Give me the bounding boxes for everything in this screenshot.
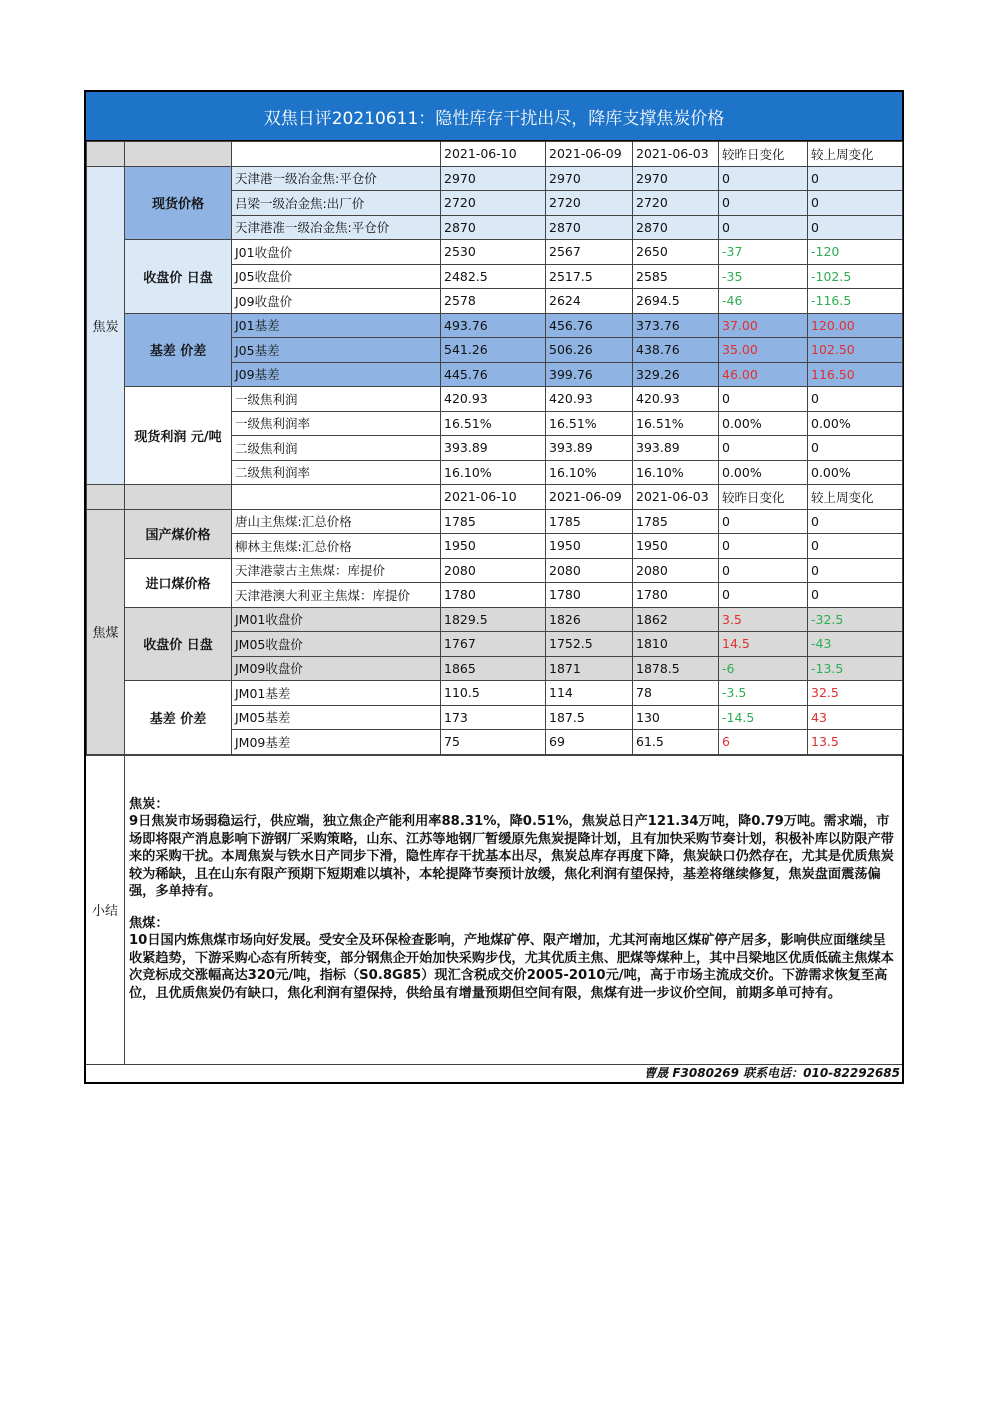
row-label: J05基差 (232, 338, 441, 363)
week-change-cell: 0.00% (808, 460, 903, 485)
group-label: 基差 价差 (125, 681, 232, 755)
value-cell: 16.51% (633, 411, 719, 436)
value-cell: 130 (633, 705, 719, 730)
value-cell: 1826 (546, 607, 633, 632)
row-label: J05收盘价 (232, 264, 441, 289)
value-cell: 2694.5 (633, 289, 719, 314)
report-title: 双焦日评20210611：隐性库存干扰出尽，降库支撑焦炭价格 (86, 92, 902, 141)
summary-section (86, 755, 902, 1064)
table-row (87, 681, 903, 706)
report-sheet (84, 90, 904, 1084)
value-cell: 373.76 (633, 313, 719, 338)
value-cell: 1767 (441, 632, 546, 657)
row-label: JM01基差 (232, 681, 441, 706)
coal-summary-heading: 焦煤： (129, 915, 169, 931)
row-label: JM05基差 (232, 705, 441, 730)
row-label: J01收盘价 (232, 240, 441, 265)
value-cell: 1752.5 (546, 632, 633, 657)
row-label: J01基差 (232, 313, 441, 338)
value-cell: 1810 (633, 632, 719, 657)
column-header: 较上周变化 (808, 142, 903, 167)
header-blank (125, 485, 232, 510)
week-change-cell: -120 (808, 240, 903, 265)
row-label: JM05收盘价 (232, 632, 441, 657)
day-change-cell: -37 (719, 240, 808, 265)
row-label: J09收盘价 (232, 289, 441, 314)
day-change-cell: 6 (719, 730, 808, 755)
week-change-cell: 0 (808, 583, 903, 608)
value-cell: 2720 (633, 191, 719, 216)
day-change-cell: -3.5 (719, 681, 808, 706)
day-change-cell: -6 (719, 656, 808, 681)
coke-summary-text: 9日焦炭市场弱稳运行，供应端，独立焦企产能利用率88.31%，降0.51%，焦炭总日产121.34万吨，降0.79万吨。需求端，市场即将限产消息影响下游钢厂采购策略，山东、江苏等地钢厂暂缓原先焦炭提降计划，且有加快采购节奏计划，积极补库以防限产带来的采购干扰。本周焦炭与铁水日产同步下滑，隐性库存干扰基本出尽，焦炭总库存再度下降，焦炭缺口仍然存在，尤其是优质焦炭较为稀缺，且在山东有限产预期下短期难以填补，本轮提降节奏预计放缓，焦化利润有望保持，基差将继续修复，焦炭盘面震荡偏强，多单持有。 (129, 814, 894, 899)
day-change-cell: 0 (719, 534, 808, 559)
row-label: JM01收盘价 (232, 607, 441, 632)
table-row (87, 607, 903, 632)
column-header: 2021-06-10 (441, 485, 546, 510)
value-cell: 173 (441, 705, 546, 730)
group-label: 基差 价差 (125, 313, 232, 387)
week-change-cell: 0 (808, 534, 903, 559)
week-change-cell: 120.00 (808, 313, 903, 338)
group-label: 现货利润 元/吨 (125, 387, 232, 485)
column-header: 较上周变化 (808, 485, 903, 510)
value-cell: 2870 (546, 215, 633, 240)
value-cell: 16.10% (546, 460, 633, 485)
group-label: 国产煤价格 (125, 509, 232, 558)
summary-body (125, 756, 902, 1064)
week-change-cell: 116.50 (808, 362, 903, 387)
table-row (87, 166, 903, 191)
table-body (87, 142, 903, 755)
group-label: 收盘价 日盘 (125, 607, 232, 681)
week-change-cell: 0 (808, 166, 903, 191)
week-change-cell: -13.5 (808, 656, 903, 681)
value-cell: 110.5 (441, 681, 546, 706)
value-cell: 2567 (546, 240, 633, 265)
value-cell: 187.5 (546, 705, 633, 730)
table-row (87, 558, 903, 583)
value-cell: 1785 (546, 509, 633, 534)
value-cell: 1780 (546, 583, 633, 608)
value-cell: 114 (546, 681, 633, 706)
week-change-cell: 0 (808, 558, 903, 583)
day-change-cell: 14.5 (719, 632, 808, 657)
value-cell: 1950 (441, 534, 546, 559)
value-cell: 2578 (441, 289, 546, 314)
value-cell: 1950 (633, 534, 719, 559)
week-change-cell: 0 (808, 215, 903, 240)
week-change-cell: 0 (808, 191, 903, 216)
day-change-cell: 0 (719, 558, 808, 583)
week-change-cell: -32.5 (808, 607, 903, 632)
week-change-cell: 43 (808, 705, 903, 730)
value-cell: 2720 (441, 191, 546, 216)
day-change-cell: 0 (719, 387, 808, 412)
week-change-cell: 13.5 (808, 730, 903, 755)
value-cell: 2970 (633, 166, 719, 191)
row-label: 天津港蒙古主焦煤：库提价 (232, 558, 441, 583)
week-change-cell: 0 (808, 436, 903, 461)
value-cell: 2870 (441, 215, 546, 240)
day-change-cell: 0 (719, 166, 808, 191)
header-blank (232, 485, 441, 510)
value-cell: 493.76 (441, 313, 546, 338)
value-cell: 541.26 (441, 338, 546, 363)
value-cell: 438.76 (633, 338, 719, 363)
value-cell: 2080 (441, 558, 546, 583)
week-change-cell: 0 (808, 387, 903, 412)
row-label: 天津港准一级冶金焦:平仓价 (232, 215, 441, 240)
header-blank (125, 142, 232, 167)
value-cell: 2650 (633, 240, 719, 265)
column-header: 较昨日变化 (719, 485, 808, 510)
header-blank (232, 142, 441, 167)
column-header: 2021-06-09 (546, 142, 633, 167)
value-cell: 16.51% (441, 411, 546, 436)
value-cell: 2080 (633, 558, 719, 583)
value-cell: 445.76 (441, 362, 546, 387)
day-change-cell: 0 (719, 191, 808, 216)
row-label: 柳林主焦煤:汇总价格 (232, 534, 441, 559)
day-change-cell: 0 (719, 215, 808, 240)
value-cell: 16.51% (546, 411, 633, 436)
value-cell: 2970 (441, 166, 546, 191)
coal-summary-text: 10日国内炼焦煤市场向好发展。受安全及环保检查影响，产地煤矿停、限产增加，尤其河南地区煤矿停产居多，影响供应面继续呈收紧趋势，下游采购心态有所转变，部分钢焦企开始加快采购步伐，尤其优质主焦、肥煤等煤种上，其中吕梁地区优质低硫主焦煤本次竞标成交涨幅高达320元/吨，指标（S0.8G85）现汇含税成交价2005-2010元/吨，高于市场主流成交价。下游需求恢复至高位，且优质焦炭仍有缺口，焦化利润有望保持，供给虽有增量预期但空间有限，焦煤有进一步议价空间，前期多单可持有。 (129, 933, 894, 1001)
value-cell: 393.89 (546, 436, 633, 461)
row-label: 一级焦利润率 (232, 411, 441, 436)
summary-label: 小结 (86, 756, 125, 1064)
value-cell: 1865 (441, 656, 546, 681)
value-cell: 2585 (633, 264, 719, 289)
value-cell: 1862 (633, 607, 719, 632)
week-change-cell: 102.50 (808, 338, 903, 363)
coke-header-row (87, 142, 903, 167)
group-label: 收盘价 日盘 (125, 240, 232, 314)
value-cell: 1950 (546, 534, 633, 559)
row-label: J09基差 (232, 362, 441, 387)
table-row (87, 240, 903, 265)
value-cell: 2517.5 (546, 264, 633, 289)
row-label: 天津港一级冶金焦:平仓价 (232, 166, 441, 191)
week-change-cell: 32.5 (808, 681, 903, 706)
coke-summary-heading: 焦炭： (129, 796, 169, 812)
row-label: 二级焦利润率 (232, 460, 441, 485)
day-change-cell: 35.00 (719, 338, 808, 363)
value-cell: 1878.5 (633, 656, 719, 681)
group-label: 现货价格 (125, 166, 232, 240)
week-change-cell: 0.00% (808, 411, 903, 436)
value-cell: 61.5 (633, 730, 719, 755)
value-cell: 2720 (546, 191, 633, 216)
category-label: 焦炭 (87, 166, 125, 485)
column-header: 2021-06-09 (546, 485, 633, 510)
value-cell: 329.26 (633, 362, 719, 387)
table-row (87, 509, 903, 534)
value-cell: 393.89 (441, 436, 546, 461)
category-label: 焦煤 (87, 509, 125, 754)
day-change-cell: 0.00% (719, 411, 808, 436)
value-cell: 393.89 (633, 436, 719, 461)
day-change-cell: -35 (719, 264, 808, 289)
header-blank (87, 142, 125, 167)
footer-contact: 曹晟 F3080269 联系电话：010-82292685 (86, 1064, 902, 1082)
week-change-cell: -43 (808, 632, 903, 657)
week-change-cell: -116.5 (808, 289, 903, 314)
value-cell: 16.10% (441, 460, 546, 485)
value-cell: 69 (546, 730, 633, 755)
data-table (86, 141, 903, 755)
value-cell: 16.10% (633, 460, 719, 485)
value-cell: 2080 (546, 558, 633, 583)
value-cell: 2482.5 (441, 264, 546, 289)
value-cell: 2970 (546, 166, 633, 191)
value-cell: 1780 (633, 583, 719, 608)
row-label: 二级焦利润 (232, 436, 441, 461)
value-cell: 420.93 (441, 387, 546, 412)
header-blank (87, 485, 125, 510)
value-cell: 420.93 (633, 387, 719, 412)
day-change-cell: -14.5 (719, 705, 808, 730)
week-change-cell: -102.5 (808, 264, 903, 289)
day-change-cell: 0 (719, 436, 808, 461)
row-label: 唐山主焦煤:汇总价格 (232, 509, 441, 534)
value-cell: 1785 (441, 509, 546, 534)
value-cell: 78 (633, 681, 719, 706)
row-label: JM09基差 (232, 730, 441, 755)
day-change-cell: 0 (719, 509, 808, 534)
value-cell: 506.26 (546, 338, 633, 363)
week-change-cell: 0 (808, 509, 903, 534)
table-row (87, 387, 903, 412)
day-change-cell: 46.00 (719, 362, 808, 387)
group-label: 进口煤价格 (125, 558, 232, 607)
day-change-cell: 37.00 (719, 313, 808, 338)
value-cell: 420.93 (546, 387, 633, 412)
day-change-cell: 0 (719, 583, 808, 608)
row-label: 天津港澳大利亚主焦煤：库提价 (232, 583, 441, 608)
row-label: 吕梁一级冶金焦:出厂价 (232, 191, 441, 216)
value-cell: 1785 (633, 509, 719, 534)
value-cell: 2624 (546, 289, 633, 314)
value-cell: 1871 (546, 656, 633, 681)
coal-header-row (87, 485, 903, 510)
day-change-cell: -46 (719, 289, 808, 314)
column-header: 2021-06-03 (633, 485, 719, 510)
column-header: 较昨日变化 (719, 142, 808, 167)
value-cell: 399.76 (546, 362, 633, 387)
value-cell: 2870 (633, 215, 719, 240)
value-cell: 75 (441, 730, 546, 755)
row-label: JM09收盘价 (232, 656, 441, 681)
value-cell: 2530 (441, 240, 546, 265)
day-change-cell: 3.5 (719, 607, 808, 632)
column-header: 2021-06-10 (441, 142, 546, 167)
column-header: 2021-06-03 (633, 142, 719, 167)
table-row (87, 313, 903, 338)
row-label: 一级焦利润 (232, 387, 441, 412)
value-cell: 456.76 (546, 313, 633, 338)
value-cell: 1829.5 (441, 607, 546, 632)
day-change-cell: 0.00% (719, 460, 808, 485)
value-cell: 1780 (441, 583, 546, 608)
